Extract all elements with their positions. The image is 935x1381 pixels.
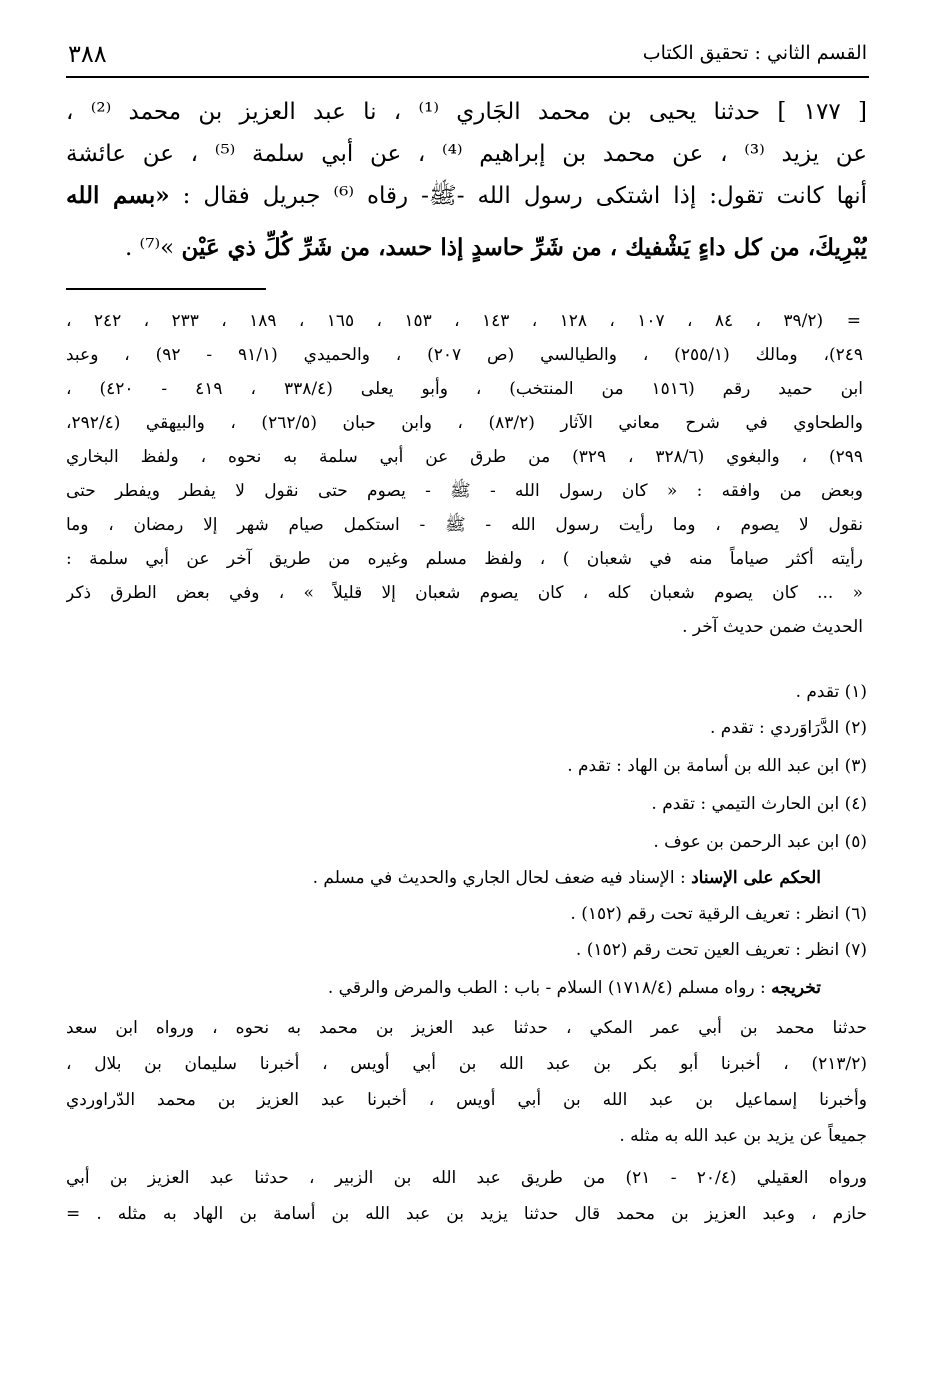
- main-text-line-3: [66, 176, 867, 216]
- takhrij-line-1: [66, 972, 821, 1004]
- takhrij-line-4: وأخبرنا إسماعيل بن عبد الله بن أبي أويس ، أخبرنا عبد العزيز بن محمد الدّراوردي: [66, 1090, 867, 1110]
- footnote-3: (٣) ابن عبد الله بن أسامة بن الهاد : تقدم .: [567, 756, 867, 776]
- header-rule: [66, 76, 869, 78]
- main-text-line-1: [ ١٧٧ ] حدثنا يحيى بن محمد الجَاري ⁽¹⁾ ، نا عبد العزيز بن محمد ⁽²⁾ ،: [66, 99, 867, 125]
- main-text-line-3-part-1: أنها كانت تقول: إذا اشتكى رسول الله -ﷺ- رقاه ⁽⁶⁾ جبريل فقال :: [169, 183, 867, 209]
- continued-note-line-3: ابن حميد رقم (١٥١٦ من المنتخب) ، وأبو يعلى (٣٣٨/٤ ، ٤١٩ - ٤٢٠) ،: [66, 379, 863, 399]
- continued-note-line-9: « ... كان يصوم شعبان كله ، كان يصوم شعبان إلا قليلاً » ، وفي بعض الطرق ذكر: [66, 583, 863, 603]
- page-number: ٣٨٨: [68, 40, 107, 68]
- continued-note-line-7: نقول لا يصوم ، وما رأيت رسول الله - ﷺ - استكمل صيام شهر إلا رمضان ، وما: [66, 515, 863, 535]
- continued-note-line-2: ٢٤٩)، ومالك (٢٥٥/١) ، والطيالسي (ص ٢٠٧) ، والحميدي (٩١/١ - ٩٢) ، وعبد: [66, 345, 863, 365]
- takhrij-label: تخريجه: [771, 978, 821, 998]
- continuation-mark: =: [846, 311, 861, 331]
- footnote-separator: [66, 288, 266, 290]
- supplication-text: يُبْرِيكَ، من كل داءٍ يَشْفيك ، من شَرِّ حاسدٍ إذا حسد، من شَرِّ كُلِّ ذي عَيْن: [181, 234, 867, 261]
- footnote-5: (٥) ابن عبد الرحمن بن عوف .: [653, 832, 867, 852]
- takhrij-first-text: : رواه مسلم (١٧١٨/٤) السلام - باب : الطب والمرض والرقي .: [327, 978, 772, 998]
- continued-note-line-5: ٢٩٩) ، والبغوي (٣٢٨/٦ ، ٣٢٩) من طرق عن أبي سلمة به نحوه ، ولفظ البخاري: [66, 447, 863, 467]
- footnote-6: (٦) انظر : تعريف الرقية تحت رقم (١٥٢) .: [570, 904, 867, 924]
- takhrij-line-6: ورواه العقيلي (٢٠/٤ - ٢١) من طريق عبد الله بن الزبير ، حدثنا عبد العزيز بن أبي: [66, 1168, 867, 1188]
- footnote-7: (٧) انظر : تعريف العين تحت رقم (١٥٢) .: [575, 940, 867, 960]
- main-text-line-2: عن يزيد ⁽³⁾ ، عن محمد بن إبراهيم ⁽⁴⁾ ، عن أبي سلمة ⁽⁵⁾ ، عن عائشة: [66, 141, 867, 167]
- isnad-ruling: [66, 862, 821, 894]
- supplication-end: »⁽⁷⁾ .: [124, 235, 182, 261]
- isnad-ruling-label: الحكم على الإسناد: [691, 868, 821, 888]
- continued-note-line-4: والطحاوي في شرح معاني الآثار (٨٣/٢) ، وابن حبان (٢٦٢/٥) ، والبيهقي (٢٩٢/٤،: [66, 413, 863, 433]
- footnote-2: (٢) الدَّرَاوَردي : تقدم .: [710, 718, 867, 738]
- takhrij-line-5: جميعاً عن يزيد بن عبد الله به مثله .: [619, 1126, 867, 1146]
- takhrij-line-2: حدثنا محمد بن أبي عمر المكي ، حدثنا عبد العزيز بن محمد به نحوه ، ورواه ابن سعد: [66, 1018, 867, 1038]
- takhrij-line-7: حازم ، وعبد العزيز بن محمد قال حدثنا يزيد بن عبد الله بن أسامة بن الهاد به مثله . =: [66, 1204, 867, 1224]
- supplication-start: «بسم الله: [66, 182, 170, 209]
- continued-note-line-10: الحديث ضمن حديث آخر .: [682, 617, 863, 637]
- continued-note-line-6: وبعض من وافقه : « كان رسول الله - ﷺ - يصوم حتى نقول لا يفطر ويفطر حتى: [66, 481, 863, 501]
- continued-note-line-8: رأيته أكثر صياماً منه في شعبان ) ، ولفظ مسلم وغيره من طريق آخر عن أبي سلمة :: [66, 549, 863, 569]
- footnote-4: (٤) ابن الحارث التيمي : تقدم .: [651, 794, 867, 814]
- running-title: القسم الثاني : تحقيق الكتاب: [642, 42, 867, 64]
- footnote-1: (١) تقدم .: [795, 682, 867, 702]
- running-header: [68, 40, 867, 76]
- continued-note-line-1: (٣٩/٢ ، ٨٤ ، ١٠٧ ، ١٢٨ ، ١٤٣ ، ١٥٣ ، ١٦٥ ، ١٨٩ ، ٢٣٣ ، ٢٤٢ ،: [66, 311, 823, 331]
- main-text-line-4: [66, 228, 867, 268]
- takhrij-line-3: (٢١٣/٢) ، أخبرنا أبو بكر بن عبد الله بن أبي أويس ، أخبرنا سليمان بن بلال ،: [66, 1054, 867, 1074]
- isnad-ruling-text: : الإسناد فيه ضعف لحال الجاري والحديث في مسلم .: [312, 868, 692, 888]
